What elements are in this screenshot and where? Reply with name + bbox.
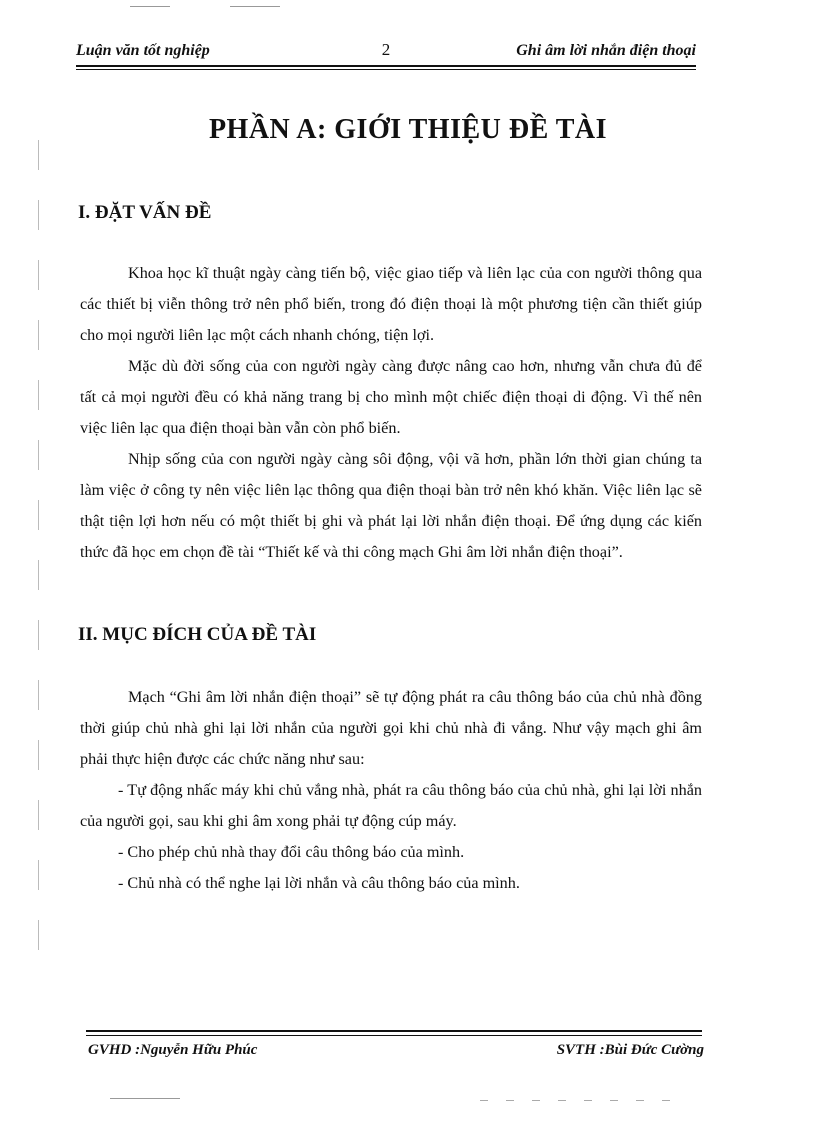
header-thesis-label: Luận văn tốt nghiệp: [76, 42, 210, 59]
scan-margin-line: [38, 140, 39, 960]
scan-mark: [110, 1098, 180, 1099]
list-item: - Chủ nhà có thể nghe lại lời nhắn và câu thông báo của mình.: [118, 874, 520, 892]
footer-rule: [86, 1030, 702, 1036]
header-topic-label: Ghi âm lời nhắn điện thoại: [516, 42, 696, 59]
paragraph: Mạch “Ghi âm lời nhắn điện thoại” sẽ tự động phát ra câu thông báo của chủ nhà đồng thời giúp chủ nhà ghi lại lời nhắn của người gọi khi chủ nhà đi vắng. Như vậy mạch ghi âm phải thực hiện được các chức năng như sau:: [80, 688, 702, 768]
scan-mark: [480, 1100, 680, 1101]
section-body-purpose: [80, 682, 702, 899]
footer-advisor: GVHD :Nguyễn Hữu Phúc: [88, 1042, 258, 1058]
scan-mark: [130, 6, 170, 7]
page-footer: [88, 1042, 704, 1064]
paragraph: Nhịp sống của con người ngày càng sôi động, vội vã hơn, phần lớn thời gian chúng ta làm việc ở công ty nên việc liên lạc thông qua điện thoại bàn trở nên khó khăn. Việc liên lạc sẽ thật tiện lợi hơn nếu có một thiết bị ghi và phát lại lời nhắn điện thoại. Để ứng dụng các kiến thức đã học em chọn đề tài “Thiết kế và thi công mạch Ghi âm lời nhắn điện thoại”.: [80, 450, 702, 561]
header-rule: [76, 65, 696, 70]
page-title: PHẦN A: GIỚI THIỆU ĐỀ TÀI: [208, 114, 608, 145]
scan-mark: [230, 6, 280, 7]
section-body-problem: [80, 258, 702, 568]
page-header: [76, 42, 696, 64]
footer-student: SVTH :Bùi Đức Cường: [556, 1042, 704, 1058]
paragraph: Khoa học kĩ thuật ngày càng tiến bộ, việc giao tiếp và liên lạc của con người thông qua các thiết bị viễn thông trở nên phổ biến, trong đó điện thoại là một phương tiện cần thiết giúp cho mọi người liên lạc một cách nhanh chóng, tiện lợi.: [80, 264, 702, 344]
paragraph: Mặc dù đời sống của con người ngày càng được nâng cao hơn, nhưng vẫn chưa đủ để tất cả mọi người đều có khả năng trang bị cho mình một chiếc điện thoại di động. Vì thế nên việc liên lạc qua điện thoại bàn vẫn còn phổ biến.: [80, 357, 702, 437]
section-heading-problem: I. ĐẶT VẤN ĐỀ: [78, 202, 212, 223]
list-item: - Cho phép chủ nhà thay đổi câu thông báo của mình.: [118, 843, 465, 861]
page-number: 2: [381, 40, 391, 59]
list-item: - Tự động nhấc máy khi chủ vắng nhà, phát ra câu thông báo của chủ nhà, ghi lại lời nhắn của người gọi, sau khi ghi âm xong phải tự động cúp máy.: [80, 781, 702, 830]
section-heading-purpose: II. MỤC ĐÍCH CỦA ĐỀ TÀI: [78, 624, 317, 645]
